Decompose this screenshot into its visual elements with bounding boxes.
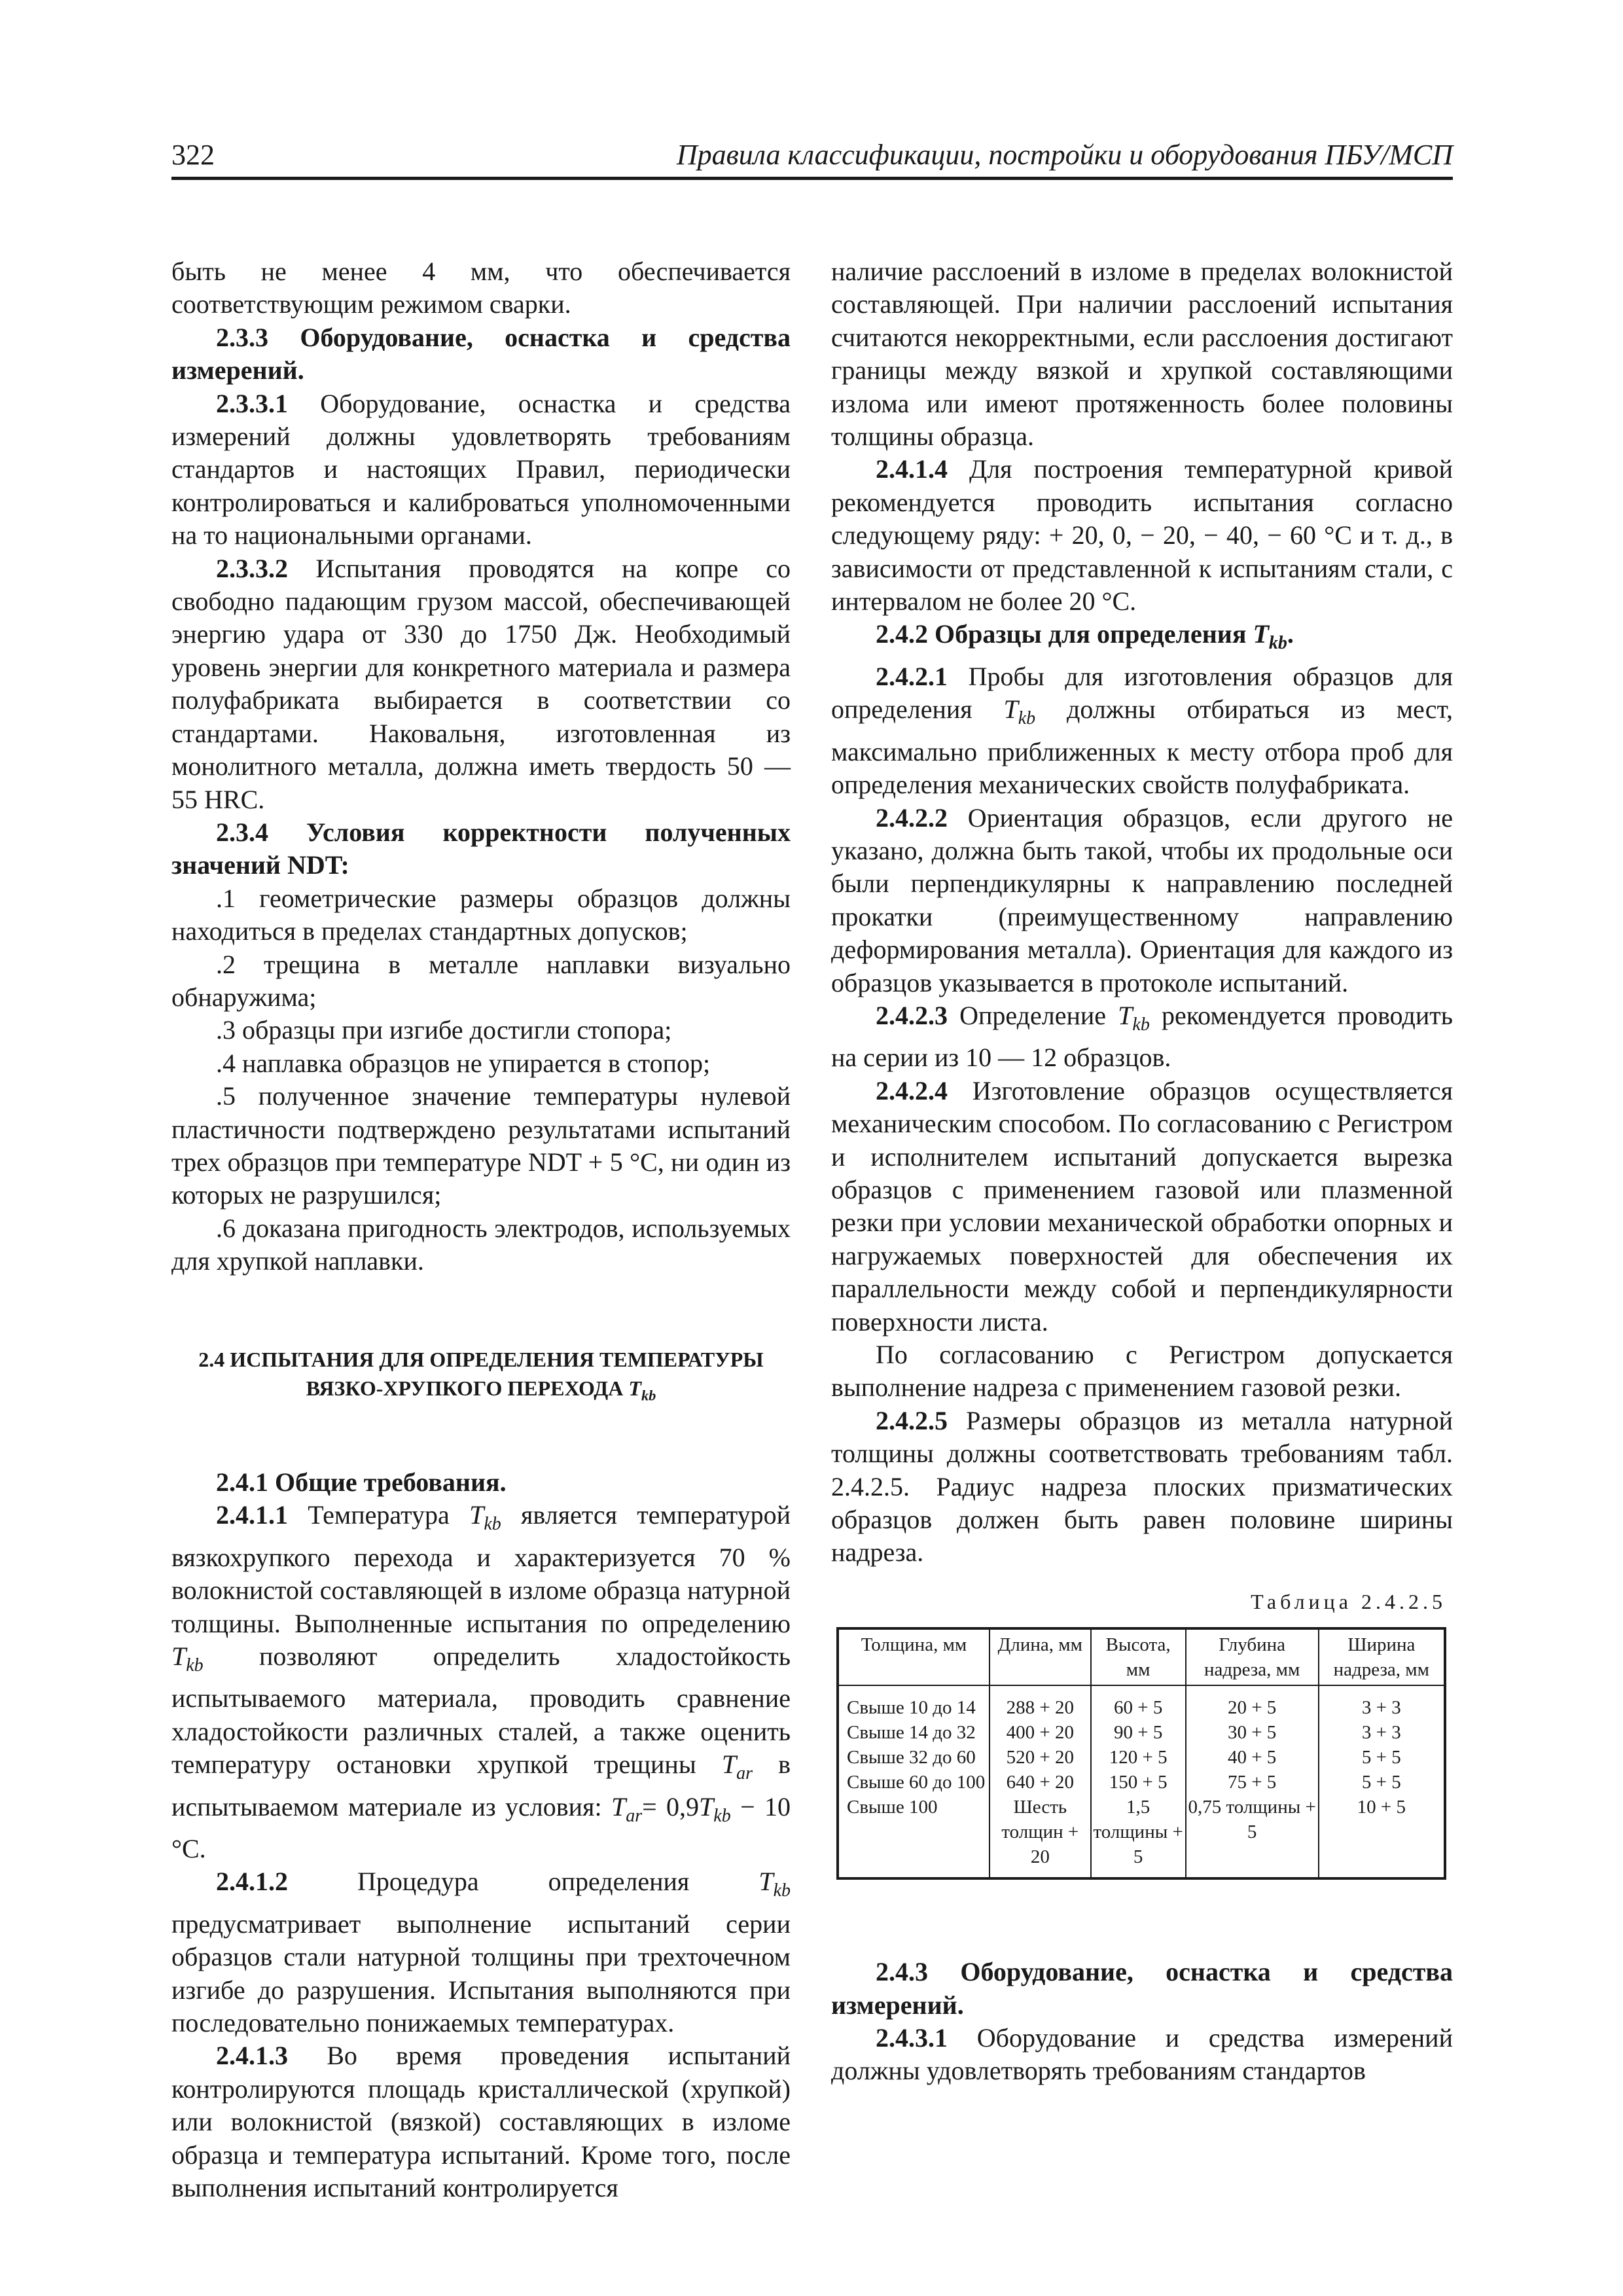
list-item: .3 образцы при изгибе достигли стопора; bbox=[216, 1015, 672, 1045]
paragraph-2-4-2-3: 2.4.2.3 Определение $T_{kb}$ рекомендуется проводить на серии из 10 — 12 образцов. bbox=[831, 1000, 1454, 1073]
dimensions-table bbox=[836, 1627, 1446, 1880]
paragraph-2-4-1-3: 2.4.1.3 Во время проведения испытаний контролируются площадь кристаллической (хрупкой) или волокнистой (вязкой) составляющих в изломе образца и температура испытаний. Кроме того, после выполнения испытаний контролируется bbox=[171, 2041, 791, 2203]
heading-2-3-3: 2.3.3 Оборудование, оснастка и средства измерений. bbox=[171, 322, 791, 386]
paragraph-2-4-1-4: 2.4.1.4 Для построения температурной кривой рекомендуется проводить испытания согласно следующему ряду: + 20, 0, − 20, − 40, − 60 °С и т. д., в зависимости от представленной к испытаниям стали, с интервалом не более 20 °С. bbox=[831, 454, 1453, 617]
list-item: .6 доказана пригодность электродов, используемых для хрупкой наплавки. bbox=[171, 1213, 791, 1276]
right-column bbox=[831, 255, 1453, 2088]
table-cell: 3 + 3 3 + 3 5 + 5 5 + 5 10 + 5 bbox=[1319, 1685, 1445, 1878]
paragraph-2-4-1-2: 2.4.1.2 Процедура определения $T_{kb}$ предусматривает выполнение испытаний серии образцов стали натурной толщины при трехточечном изгибе до разрушения. Испытания выполняются при последовательно понижаемых температурах. bbox=[171, 1867, 791, 2038]
list-item: .2 трещина в металле наплавки визуально обнаружима; bbox=[171, 949, 791, 1012]
table-cell: 20 + 5 30 + 5 40 + 5 75 + 5 0,75 толщины + 5 bbox=[1186, 1685, 1319, 1878]
table-header-cell: Толщина, мм bbox=[838, 1628, 990, 1685]
running-title: Правила классификации, постройки и оборудования ПБУ/МСП bbox=[676, 139, 1453, 171]
paragraph-2-4-1-1: 2.4.1.1 Температура $T_{kb}$ является температурой вязкохрупкого перехода и характеризуется 70 % волокнистой составляющей в изломе образца натурной толщины. Выполненные испытания по определению $T_{kb}$ позволяют определить хладостойкость испытываемого материала, проводить сравнение хладостойкости различных сталей, а также оценить температуру остановки хрупкой трещины $T_{ar}$ в испытываемом материале из условия: $T_{ar}= 0,9T_{kb} - 10$ °С. bbox=[171, 1500, 791, 1864]
page-number: 322 bbox=[171, 139, 215, 171]
paragraph-2-4-2-5: 2.4.2.5 Размеры образцов из металла натурной толщины должны соответствовать требованиям табл. 2.4.2.5. Радиус надреза плоских призматических образцов должен быть равен половине ширины надреза. bbox=[831, 1405, 1453, 1568]
paragraph-2-3-3-1: 2.3.3.1 Оборудование, оснастка и средства измерений должны удовлетворять требованиям стандартов и настоящих Правил, периодически контролироваться и калиброваться уполномоченными на то национальными органами. bbox=[171, 388, 791, 550]
table-cell: 288 + 20 400 + 20 520 + 20 640 + 20 Шесть толщин + 20 bbox=[990, 1685, 1091, 1878]
heading-2-4-2: 2.4.2 Образцы для определения $T_{kb}$. bbox=[876, 619, 1294, 654]
list-item: .5 полученное значение температуры нулевой пластичности подтверждено результатами испытаний трех образцов при температуре NDT + 5 °С, ни один из которых не разрушился; bbox=[171, 1081, 791, 1210]
left-column bbox=[171, 255, 791, 2205]
paragraph-2-4-3-1: 2.4.3.1 Оборудование и средства измерений должны удовлетворять требованиям стандартов bbox=[831, 2023, 1453, 2086]
paragraph-2-4-2-2: 2.4.2.2 Ориентация образцов, если другого не указано, должна быть такой, чтобы их продольные оси были перпендикулярны к направлению последней прокатки (преимущественному направлению деформирования металла). Ориентация для каждого из образцов указывается в протоколе испытаний. bbox=[831, 802, 1453, 997]
paragraph: По согласованию с Регистром допускается выполнение надреза с применением газовой резки. bbox=[831, 1340, 1453, 1403]
table-header-cell: Глубина надреза, мм bbox=[1186, 1628, 1319, 1685]
table-header-cell: Высота, мм bbox=[1091, 1628, 1186, 1685]
paragraph: быть не менее 4 мм, что обеспечивается соответствующим режимом сварки. bbox=[171, 257, 791, 319]
heading-2-3-4: 2.3.4 Условия корректности полученных значений NDT: bbox=[171, 817, 791, 880]
paragraph-2-3-3-2: 2.3.3.2 Испытания проводятся на копре со свободно падающим грузом массой, обеспечивающей энергию удара от 330 до 1750 Дж. Необходимый уровень энергии для конкретного материала и размера полуфабриката выбирается в соответствии со стандартами. Наковальня, изготовленная из монолитного металла, должна иметь твердость 50 — 55 HRC. bbox=[171, 553, 791, 814]
heading-2-4-1: 2.4.1 Общие требования. bbox=[216, 1467, 507, 1497]
heading-2-4-3: 2.4.3 Оборудование, оснастка и средства измерений. bbox=[831, 1957, 1453, 2020]
table-caption: Таблица 2.4.2.5 bbox=[1251, 1589, 1446, 1613]
list-item: .1 геометрические размеры образцов должны находиться в пределах стандартных допусков; bbox=[171, 883, 791, 946]
paragraph: наличие расслоений в изломе в пределах волокнистой составляющей. При наличии расслоений испытания считаются некорректными, если расслоения достигают границы между вязкой и хрупкой составляющими излома или имеют протяженность более половины толщины образца. bbox=[831, 257, 1453, 452]
section-title: 2.4 ИСПЫТАНИЯ ДЛЯ ОПРЕДЕЛЕНИЯ ТЕМПЕРАТУРЫ ВЯЗКО-ХРУПКОГО ПЕРЕХОДА $T_{kb}$ bbox=[198, 1347, 764, 1403]
table-row bbox=[838, 1685, 1445, 1878]
table-cell: Свыше 10 до 14 Свыше 14 до 32 Свыше 32 до 60 Свыше 60 до 100 Свыше 100 bbox=[838, 1685, 990, 1878]
paragraph-2-4-2-1: 2.4.2.1 Пробы для изготовления образцов для определения $T_{kb}$ должны отбираться из мест, максимально приближенных к месту отбора проб для определения механических свойств полуфабриката. bbox=[831, 661, 1454, 800]
table-cell: 60 + 5 90 + 5 120 + 5 150 + 5 1,5 толщины + 5 bbox=[1091, 1685, 1186, 1878]
table-header-row bbox=[838, 1628, 1445, 1685]
table-header-cell: Длина, мм bbox=[990, 1628, 1091, 1685]
page-header bbox=[171, 136, 1453, 180]
table-header-cell: Ширина надреза, мм bbox=[1319, 1628, 1445, 1685]
paragraph-2-4-2-4: 2.4.2.4 Изготовление образцов осуществляется механическим способом. По согласованию с Регистром и исполнителем испытаний допускается вырезка образцов с применением газовой или плазменной резки при условии механической обработки опорных и нагружаемых поверхностей для обеспечения их параллельности между собой и перпендикулярности поверхности листа. bbox=[831, 1075, 1454, 1336]
list-item: .4 наплавка образцов не упирается в стопор; bbox=[216, 1048, 711, 1078]
